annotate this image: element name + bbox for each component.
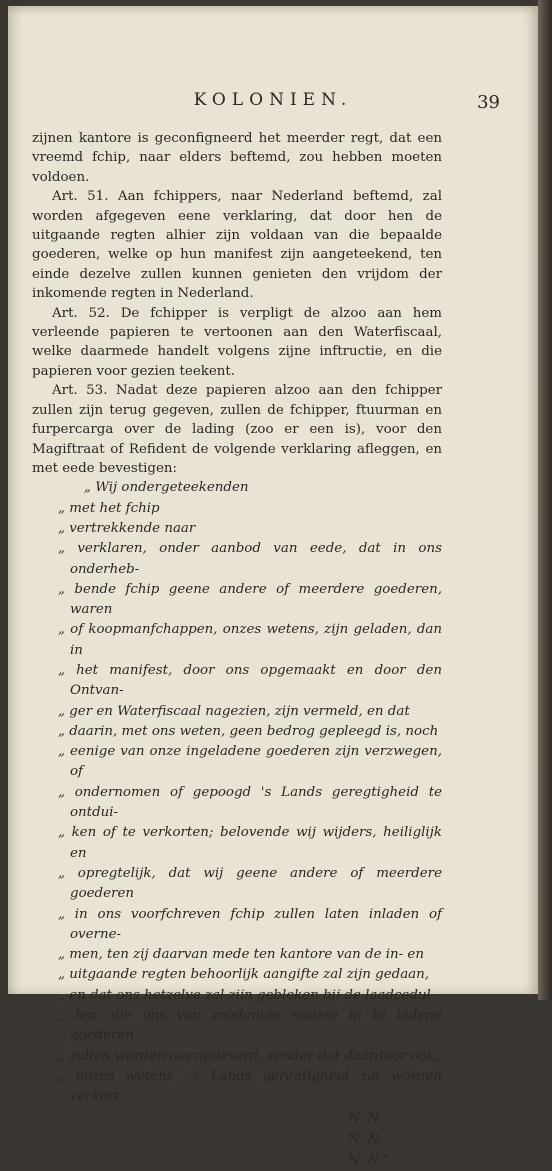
declaration-line: „ men, ten zij daarvan mede ten kantore van de in- en xyxy=(58,947,424,963)
declaration-line: „ verklaren, onder aanbod van eede, dat in ons onderheb- xyxy=(58,541,442,577)
signature-line: N. N. xyxy=(348,1110,383,1126)
declaration-line: „ of koopmanfchappen, onzes wetens, zijn geladen, dan in xyxy=(58,622,442,658)
paragraph-art-52: Art. 52. De fchipper is verpligt de alzoo aan hem verleende papieren te vertoonen aan den Waterfiscaal, welke daarmede handelt volgens zijne inftructie, en die papieren voor gezien teekent. xyxy=(32,305,442,379)
signature-line: N. N.” xyxy=(348,1152,390,1168)
declaration-line: „ ondernomen of gepoogd 's Lands geregtigheid te ontdui- xyxy=(58,784,442,821)
declaration-line: „ zullen worden overgeleverd, zonder dat daardoor ook, xyxy=(58,1048,440,1064)
declaration-line: „ in ons voorfchreven fchip zullen laten inladen of overne- xyxy=(58,906,442,942)
declaration-line: „ onzes wetens, 's Lands geregtigheid zal worden verkort. xyxy=(58,1068,442,1105)
gutter-shadow xyxy=(8,6,22,994)
paragraph-art-53: Art. 53. Nadat deze papieren alzoo aan den fchipper zullen zijn terug gegeven, zullen de fchipper, ftuurman en furpercarga over de lading (zoo er een is), voor den Magiftraat of Refident de volgende verklaring afleggen, en met eede bevestigen: xyxy=(32,383,442,476)
declaration-line: „ vertrekkende naar xyxy=(58,520,196,536)
page-header xyxy=(8,90,538,120)
declaration-line: „ opregtelijk, dat wij geene andere of meerdere goederen xyxy=(58,865,442,902)
signature-block xyxy=(32,1108,442,1171)
declaration-line: „ en dat ons hetzelve zal zijn gebleken bij de laadcedul- xyxy=(58,987,436,1003)
paragraph-continuation: zijnen kantore is geconfigneerd het meerder regt, dat een vreemd fchip, naar elders beftemd, zou hebben moeten voldoen. xyxy=(32,131,442,185)
paragraph-art-51: Art. 51. Aan fchippers, naar Nederland beftemd, zal worden afgegeven eene verklaring, dat door hen de uitgaande regten alhier zijn voldaan van die bepaalde goederen, welke op hun manifest zijn aangeteekend, ten einde dezelve zullen kunnen genieten den vrijdom der inkomende regten in Nederland. xyxy=(32,189,442,302)
declaration-line: „ ken of te verkorten; belovende wij wijders, heiliglijk en xyxy=(58,825,442,861)
declaration-line: „ len, die ons van zoodanige nadere in te ladene goederen xyxy=(58,1008,442,1044)
declaration-line: „ daarin, met ons weten, geen bedrog gepleegd is, noch xyxy=(58,723,439,739)
declaration-line: „ bende fchip geene andere of meerdere goederen, waren xyxy=(58,581,442,618)
declaration-line: „ Wij ondergeteekenden xyxy=(84,480,249,496)
declaration-line: „ met het fchip xyxy=(58,500,160,516)
page-number: 39 xyxy=(477,92,500,113)
signature-line: N. N. xyxy=(348,1131,383,1147)
book-edge xyxy=(538,0,552,1000)
book-page xyxy=(8,6,538,1168)
body-text xyxy=(32,129,442,1171)
declaration xyxy=(32,478,442,1107)
declaration-line: „ ger en Waterfiscaal nagezien, zijn vermeld, en dat xyxy=(58,703,410,719)
running-title: KOLONIEN. xyxy=(193,90,353,110)
declaration-line: „ eenige van onze ingeladene goederen zijn verzwegen, of xyxy=(58,744,442,780)
declaration-line: „ uitgaande regten behoorlijk aangifte zal zijn gedaan, xyxy=(58,967,430,983)
declaration-line: „ het manifest, door ons opgemaakt en door den Ontvan- xyxy=(58,662,442,699)
